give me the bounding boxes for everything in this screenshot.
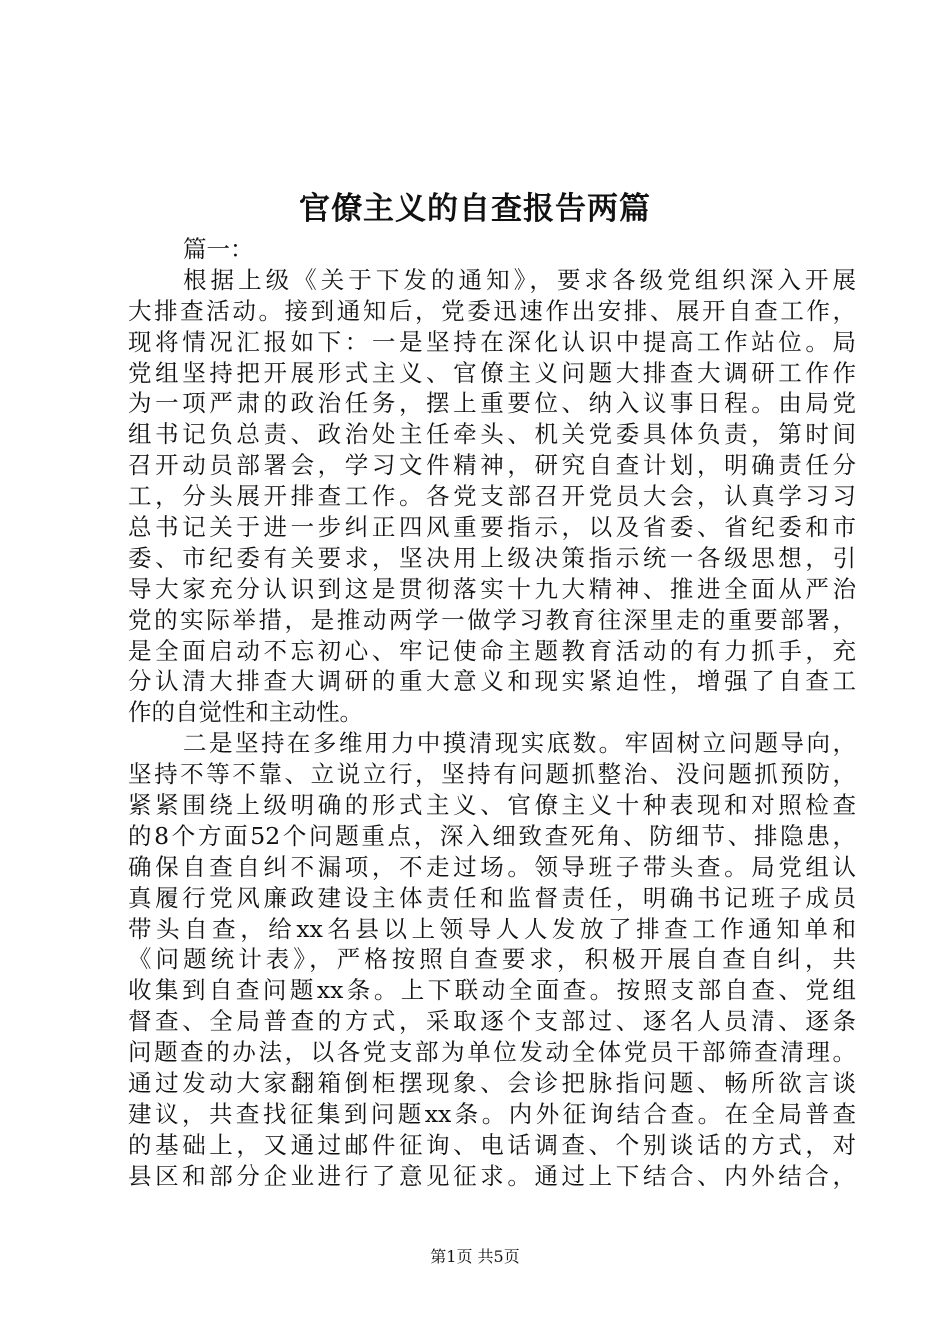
paragraph-line: 是全面启动不忘初心、牢记使命主题教育活动的有力抓手，充	[128, 636, 856, 665]
paragraph-line: 坚持不等不靠、立说立行，坚持有问题抓整治、没问题抓预防，	[128, 760, 856, 789]
paragraph-line: 确保自查自纠不漏项，不走过场。领导班子带头查。局党组认	[128, 852, 856, 881]
paragraph-line: 建议，共查找征集到问题xx条。内外征询结合查。在全局普查	[128, 1099, 856, 1128]
paragraph-line: 工，分头展开排查工作。各党支部召开党员大会，认真学习习	[128, 482, 856, 511]
document-body	[128, 234, 856, 1192]
paragraph-line: 问题查的办法，以各党支部为单位发动全体党员干部筛查清理。	[128, 1038, 856, 1067]
paragraph-line: 委、市纪委有关要求，坚决用上级决策指示统一各级思想，引	[128, 543, 856, 572]
paragraph-line: 分认清大排查大调研的重大意义和现实紧迫性，增强了自查工	[128, 667, 856, 696]
paragraph-line: 收集到自查问题xx条。上下联动全面查。按照支部自查、党组	[128, 976, 856, 1005]
paragraph-line: 召开动员部署会，学习文件精神，研究自查计划，明确责任分	[128, 451, 856, 480]
paragraph-line: 大排查活动。接到通知后，党委迅速作出安排、展开自查工作，	[128, 296, 856, 325]
page-number-footer: 第1页 共5页	[430, 1247, 520, 1266]
paragraph-line: 作的自觉性和主动性。	[128, 698, 363, 727]
paragraph-line: 督查、全局普查的方式，采取逐个支部过、逐名人员清、逐条	[128, 1007, 856, 1036]
paragraph-line: 党组坚持把开展形式主义、官僚主义问题大排查大调研工作作	[128, 358, 856, 387]
paragraph-line: 二是坚持在多维用力中摸清现实底数。牢固树立问题导向，	[183, 729, 856, 758]
paragraph-line: 现将情况汇报如下：一是坚持在深化认识中提高工作站位。局	[128, 327, 856, 356]
paragraph-line: 的基础上，又通过邮件征询、电话调查、个别谈话的方式，对	[128, 1130, 856, 1159]
section-heading: 篇一：	[183, 235, 254, 263]
paragraph-line: 县区和部分企业进行了意见征求。通过上下结合、内外结合，	[128, 1161, 856, 1190]
paragraph-line: 带头自查，给xx名县以上领导人人发放了排查工作通知单和	[128, 914, 856, 943]
paragraph-line: 党的实际举措，是推动两学一做学习教育往深里走的重要部署，	[128, 605, 856, 634]
paragraph-line: 通过发动大家翻箱倒柜摆现象、会诊把脉指问题、畅所欲言谈	[128, 1069, 856, 1098]
paragraph-line: 总书记关于进一步纠正四风重要指示，以及省委、省纪委和市	[128, 513, 856, 542]
paragraph-line: 紧紧围绕上级明确的形式主义、官僚主义十种表现和对照检查	[128, 791, 856, 820]
document-title: 官僚主义的自查报告两篇	[299, 191, 651, 227]
paragraph-line: 的8个方面52个问题重点，深入细致查死角、防细节、排隐患，	[128, 821, 856, 850]
paragraph-line: 为一项严肃的政治任务，摆上重要位、纳入议事日程。由局党	[128, 389, 856, 418]
paragraph-line: 根据上级《关于下发的通知》，要求各级党组织深入开展	[183, 265, 856, 294]
paragraph-line: 组书记负总责、政治处主任牵头、机关党委具体负责，第时间	[128, 420, 856, 449]
paragraph-line: 真履行党风廉政建设主体责任和监督责任，明确书记班子成员	[128, 883, 856, 912]
paragraph-line: 《问题统计表》，严格按照自查要求，积极开展自查自纠，共	[128, 945, 856, 974]
paragraph-line: 导大家充分认识到这是贯彻落实十九大精神、推进全面从严治	[128, 574, 856, 603]
